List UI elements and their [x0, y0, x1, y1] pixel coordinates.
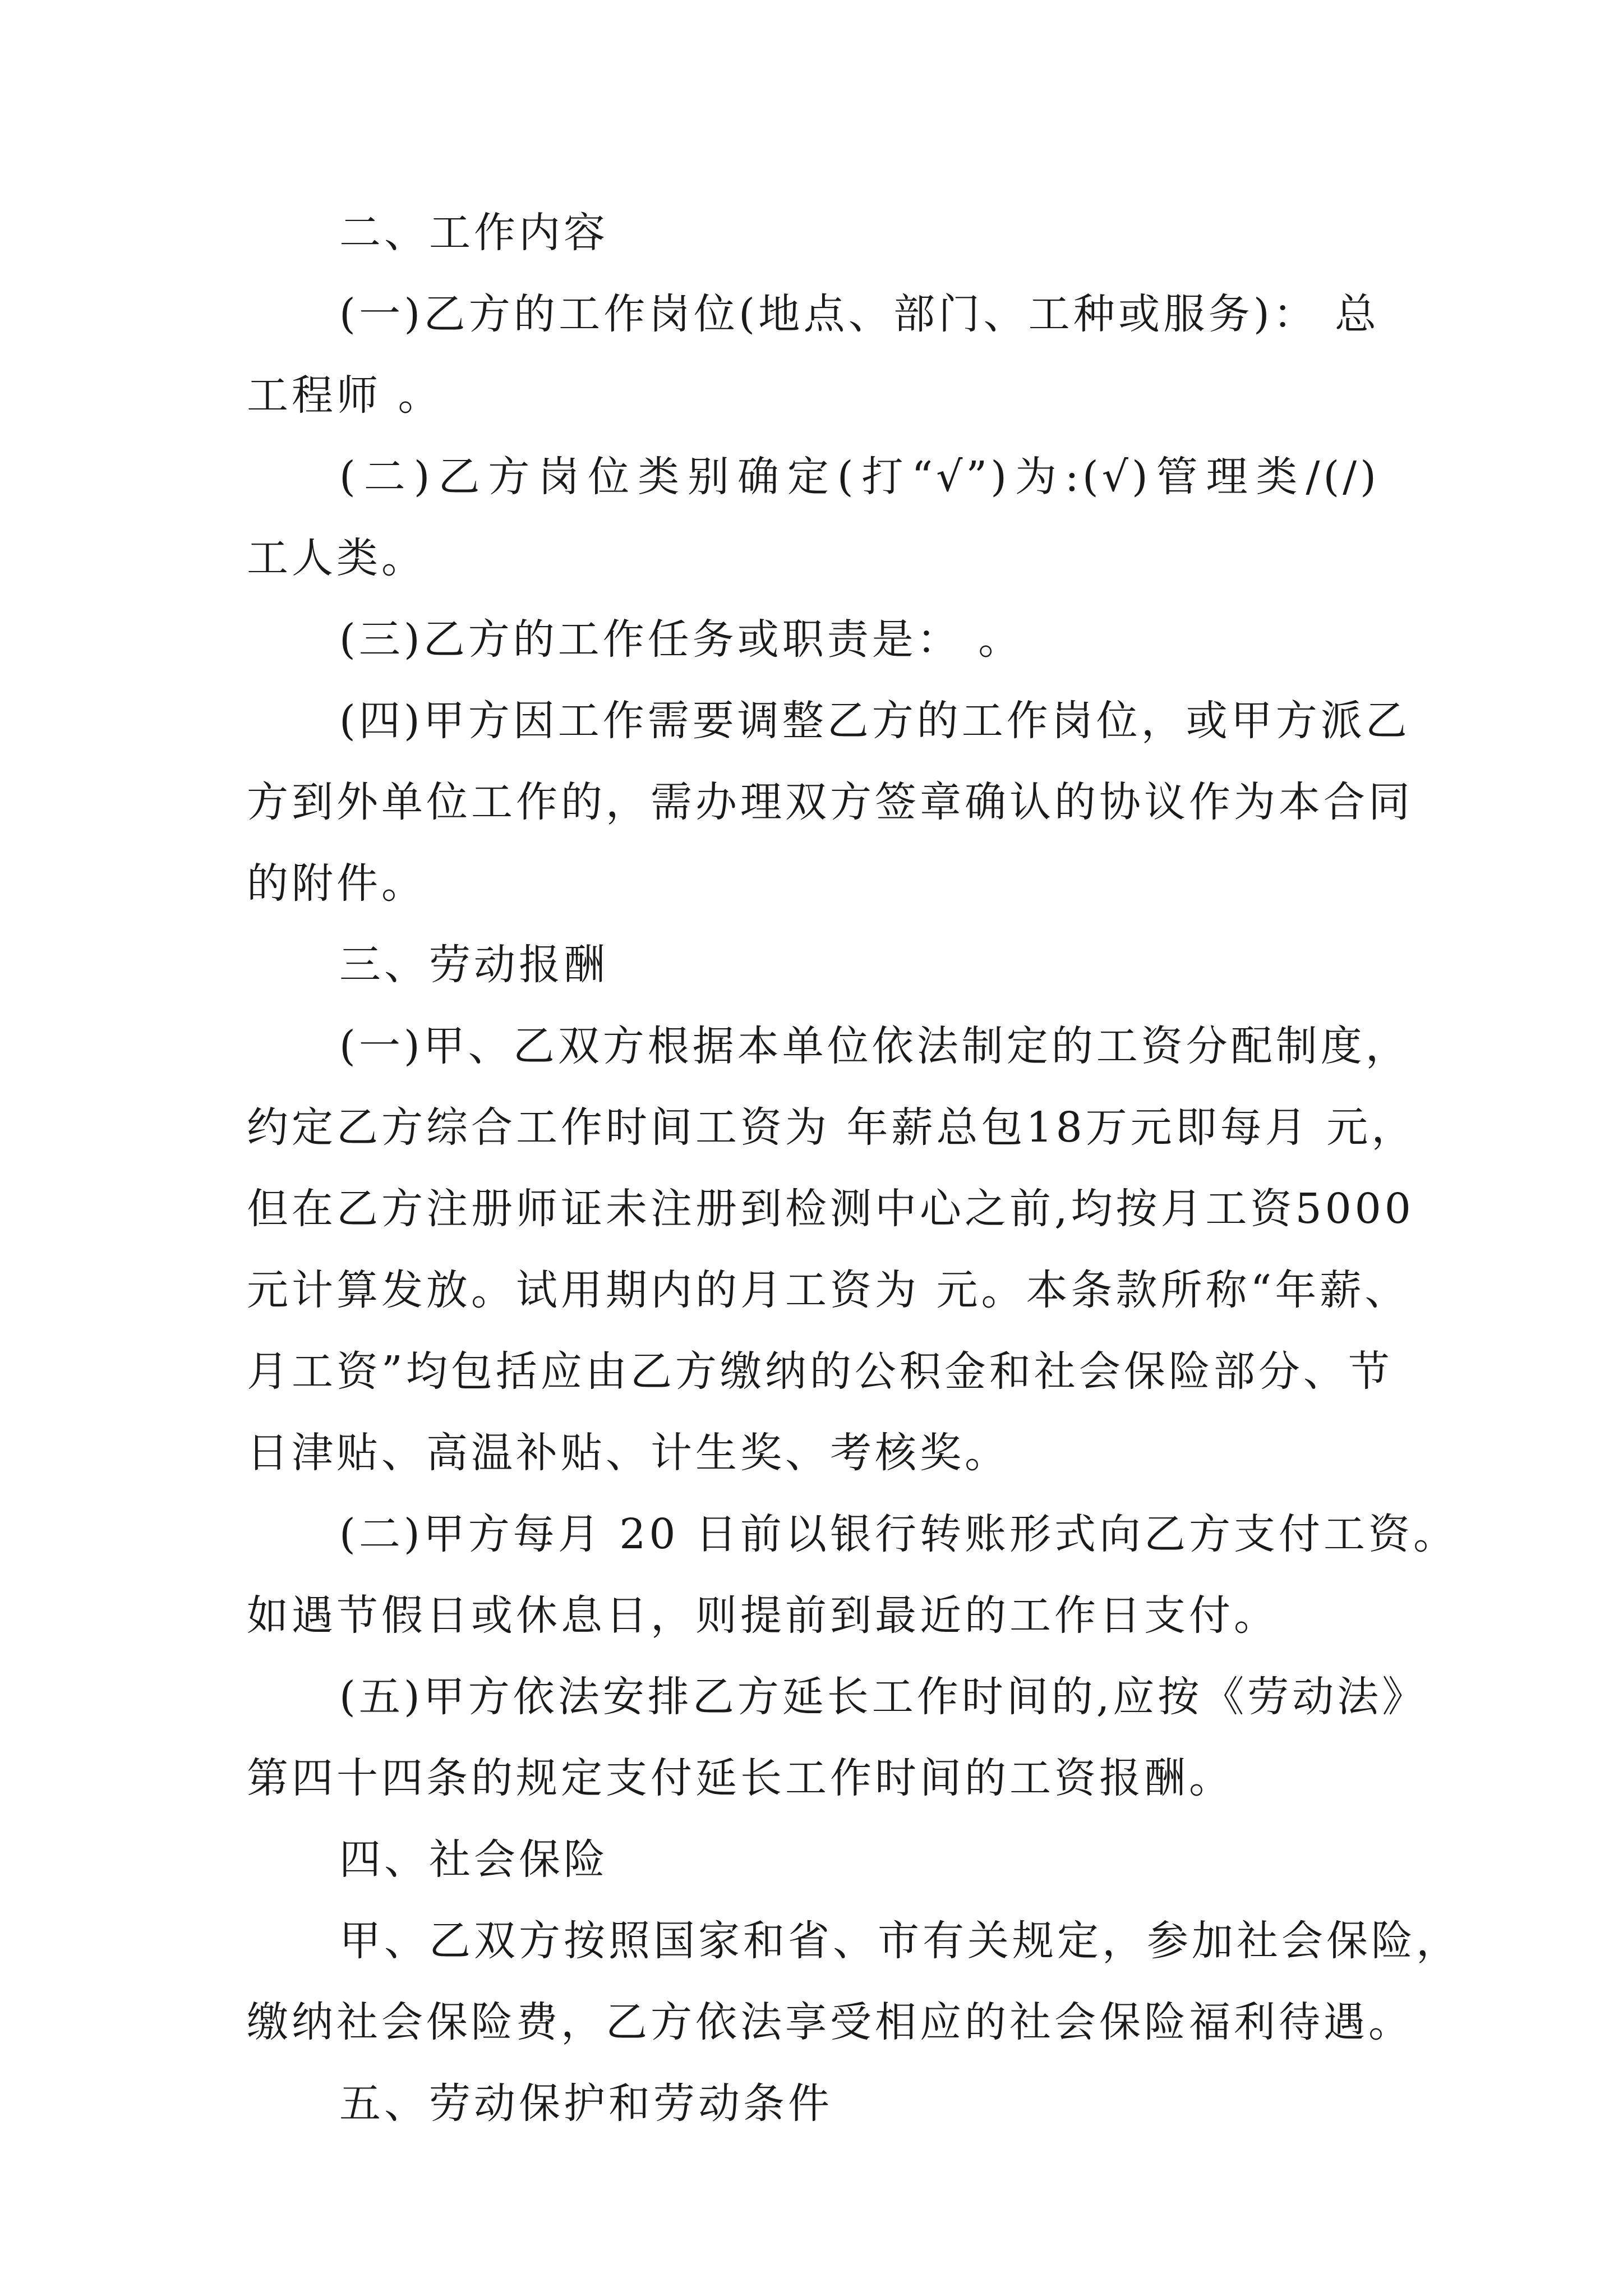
paragraph-line: 的附件。: [247, 859, 426, 908]
paragraph-line: (二)甲方每月 20 日前以银行转账形式向乙方支付工资。: [339, 1510, 1458, 1558]
paragraph-line: 约定乙方综合工作时间工资为 年薪总包18万元即每月 元，: [247, 1103, 1417, 1152]
paragraph-line: 第四十四条的规定支付延长工作时间的工资报酬。: [247, 1754, 1234, 1802]
paragraph-line: 月工资”均包括应由乙方缴纳的公积金和社会保险部分、节: [247, 1347, 1393, 1396]
paragraph-line: 方到外单位工作的，需办理双方签章确认的协议作为本合同: [247, 778, 1413, 826]
paragraph-line: (四)甲方因工作需要调整乙方的工作岗位，或甲方派乙: [339, 697, 1410, 745]
paragraph-line: (一)乙方的工作岗位(地点、部门、工种或服务)： 总: [339, 290, 1380, 338]
paragraph-line: 但在乙方注册师证未注册到检测中心之前,均按月工资5000: [247, 1185, 1414, 1233]
paragraph-line: 工人类。: [247, 534, 426, 582]
paragraph-line: (一)甲、乙双方根据本单位依法制定的工资分配制度，: [339, 1022, 1410, 1070]
paragraph-line: (三)乙方的工作任务或职责是： 。: [339, 615, 1023, 664]
paragraph-line: (二)乙方岗位类别确定(打“√”)为:(√)管理类/(/): [339, 453, 1380, 501]
section-heading-social-insurance: 四、社会保险: [339, 1835, 608, 1884]
paragraph-line: 工程师 。: [247, 371, 443, 420]
paragraph-line: 如遇节假日或休息日，则提前到最近的工作日支付。: [247, 1591, 1279, 1640]
paragraph-line: 元计算发放。试用期内的月工资为 元。本条款所称“年薪、: [247, 1266, 1410, 1314]
paragraph-line: 甲、乙双方按照国家和省、市有关规定，参加社会保险，: [339, 1917, 1461, 1965]
section-heading-work-content: 二、工作内容: [339, 209, 608, 257]
paragraph-line: 缴纳社会保险费，乙方依法享受相应的社会保险福利待遇。: [247, 1998, 1413, 2046]
section-heading-labor-protection: 五、劳动保护和劳动条件: [339, 2079, 833, 2128]
paragraph-line: (五)甲方依法安排乙方延长工作时间的,应按《劳动法》: [339, 1673, 1427, 1721]
section-heading-remuneration: 三、劳动报酬: [339, 941, 608, 989]
paragraph-line: 日津贴、高温补贴、计生奖、考核奖。: [247, 1429, 1009, 1477]
